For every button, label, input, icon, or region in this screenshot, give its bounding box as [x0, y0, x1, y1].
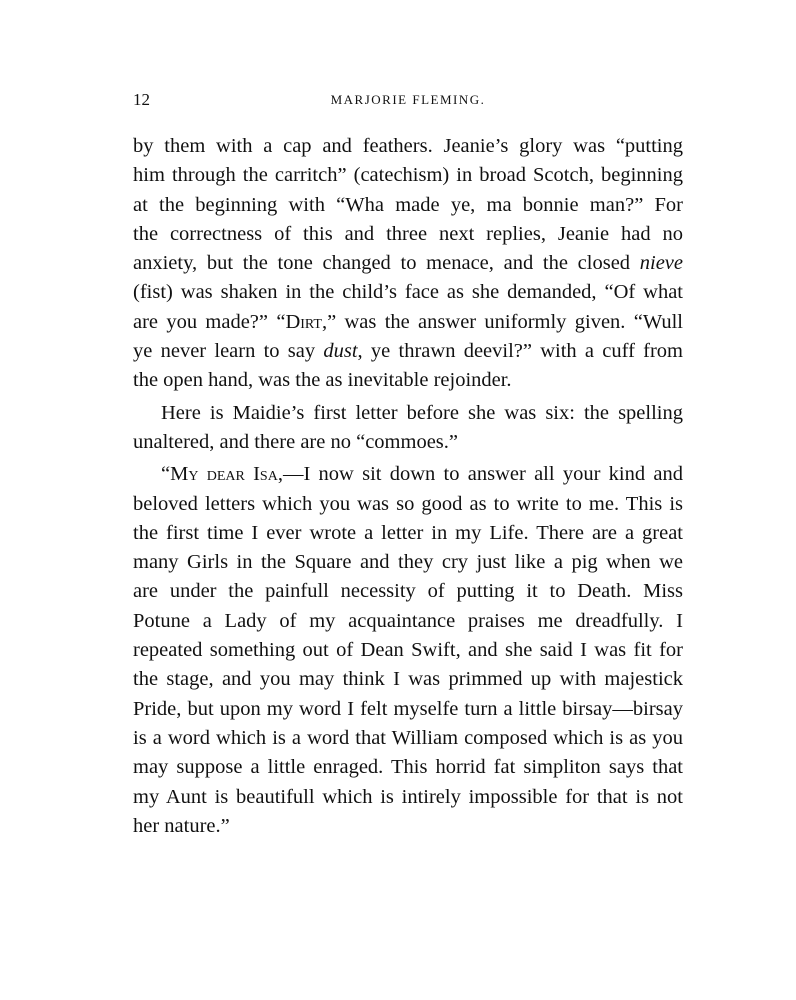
running-title: MARJORIE FLEMING. [330, 92, 486, 107]
line-text: my Aunt is beautifull which is intirely impossible for that is not [133, 785, 683, 808]
line-text: are under the painfull necessity of putting it to Death. Miss [133, 580, 683, 603]
line-text: Potune a Lady of my acquaintance praises me dreadfully. I [133, 609, 683, 632]
line-text: may suppose a little enraged. This horrid fat simpliton says that [133, 756, 683, 779]
line-text: Pride, but upon my word I felt myselfe turn a little birsay—birsay [133, 697, 683, 720]
text-line [133, 577, 683, 606]
line-text: the correctness of this and three next replies, Jeanie had no [133, 222, 683, 245]
text-line [133, 695, 683, 724]
small-caps-text: Dirt [285, 310, 322, 333]
small-caps-text: My dear Isa [170, 463, 278, 486]
body-text [133, 132, 683, 841]
text-line [133, 428, 683, 457]
text-line [133, 490, 683, 519]
line-text: (fist) was shaken in the child’s face as she demanded, “Of what [133, 281, 683, 304]
line-text: , ye thrawn deevil?” with a cuff from [357, 340, 683, 363]
page-number: 12 [133, 90, 150, 109]
line-text: ye never learn to say [133, 340, 324, 363]
italic-text: dust [323, 340, 358, 363]
running-head [133, 90, 683, 110]
text-line [133, 249, 683, 278]
text-line [133, 665, 683, 694]
line-text: by them with a cap and feathers. Jeanie’s glory was “putting [133, 135, 683, 157]
text-line [133, 399, 683, 428]
line-text: the first time I ever wrote a letter in my Life. There are a great [133, 521, 683, 544]
paragraph [133, 399, 683, 458]
text-line [133, 812, 683, 841]
text-line [133, 278, 683, 307]
text-line [133, 724, 683, 753]
text-line [133, 337, 683, 366]
line-text: at the beginning with “Wha made ye, ma bonnie man?” For [133, 193, 683, 216]
text-line [133, 132, 683, 161]
line-text: unaltered, and there are no “commoes.” [133, 430, 458, 453]
italic-text: nieve [639, 252, 683, 275]
line-text: are you made?” “ [133, 310, 286, 333]
line-text: anxiety, but the tone changed to menace, and the closed [133, 252, 640, 275]
paragraph [133, 460, 683, 841]
text-line [133, 548, 683, 577]
line-text: the stage, and you may think I was primmed up with majestick [133, 668, 683, 691]
text-line [133, 460, 683, 489]
text-line [133, 308, 683, 337]
line-text: many Girls in the Square and they cry just like a pig when we [133, 551, 683, 574]
line-text: is a word which is a word that William composed which is as you [133, 726, 683, 749]
text-line [133, 753, 683, 782]
line-text: ,” was the answer uniformly given. “Wull [321, 310, 684, 333]
paragraph [133, 132, 683, 396]
text-line [133, 220, 683, 249]
line-text: repeated something out of Dean Swift, and she said I was fit for [133, 639, 683, 662]
text-line [133, 161, 683, 190]
line-text: “ [161, 463, 171, 486]
text-line [133, 783, 683, 812]
line-text: ,—I now sit down to answer all your kind and [277, 463, 683, 486]
text-line [133, 519, 683, 548]
text-line [133, 191, 683, 220]
line-text: the open hand, was the as inevitable rejoinder. [133, 369, 512, 392]
line-text: him through the carritch” (catechism) in broad Scotch, beginning [133, 164, 683, 187]
line-text: beloved letters which you was so good as to write to me. This is [133, 492, 683, 515]
line-text: her nature.” [133, 814, 230, 837]
text-line [133, 366, 683, 395]
line-text: Here is Maidie’s first letter before she was six: the spelling [161, 401, 683, 424]
text-line [133, 636, 683, 665]
text-line [133, 607, 683, 636]
